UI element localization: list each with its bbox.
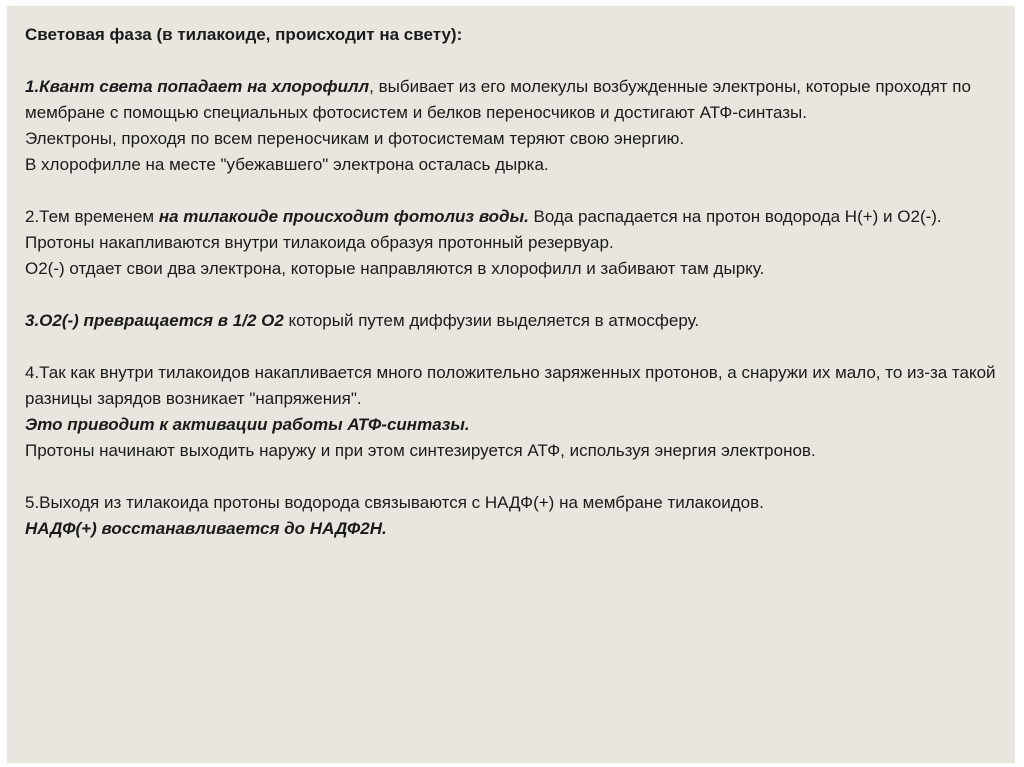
step1-line3: В хлорофилле на месте "убежавшего" электрона осталась дырка.	[25, 155, 549, 174]
step2-emphasis: на тилакоиде происходит фотолиз воды.	[158, 207, 529, 226]
spacer	[25, 178, 1010, 204]
slide-title: Световая фаза (в тилакоиде, происходит на свету):	[25, 25, 463, 44]
step1-text: , выбивает из его молекулы возбужденные электроны, которые проходят по мембране с помощью специальных фотосистем и белков переносчиков и достигают АТФ-синтазы.	[25, 77, 971, 122]
step2-text: Вода распадается на протон водорода H(+) и O2(-).	[528, 207, 942, 226]
step3-text: который путем диффузии выделяется в атмосферу.	[283, 311, 700, 330]
slide	[7, 6, 1015, 763]
spacer	[25, 282, 1010, 308]
step4-emphasis: Это приводит к активации работы АТФ-синтазы.	[25, 415, 470, 434]
step2-start: 2.Тем временем	[25, 207, 159, 226]
step2-line2: Протоны накапливаются внутри тилакоида образуя протонный резервуар.	[25, 233, 614, 252]
step1-line2: Электроны, проходя по всем переносчикам и фотосистемам теряют свою энергию.	[25, 129, 685, 148]
step1-paragraph	[25, 74, 1010, 126]
step4-line3: Протоны начинают выходить наружу и при этом синтезируется АТФ, используя энергия электронов.	[25, 441, 816, 460]
step2-line3: O2(-) отдает свои два электрона, которые направляются в хлорофилл и забивают там дырку.	[25, 259, 765, 278]
step2-paragraph	[25, 204, 1010, 230]
step1-emphasis: 1.Квант света попадает на хлорофилл	[25, 77, 370, 96]
step3-emphasis: 3.O2(-) превращается в 1/2 O2	[25, 311, 284, 330]
step4-paragraph: 4.Так как внутри тилакоидов накапливается много положительно заряженных протонов, а снаружи их мало, то из-за такой разницы зарядов возникает "напряжения".	[25, 363, 996, 408]
spacer	[25, 464, 1010, 490]
step3-paragraph	[25, 308, 1010, 334]
step5-paragraph: 5.Выходя из тилакоида протоны водорода связываются с НАДФ(+) на мембране тилакоидов.	[25, 493, 764, 512]
slide-content	[25, 22, 1010, 542]
step5-emphasis: НАДФ(+) восстанавливается до НАДФ2Н.	[25, 519, 387, 538]
spacer	[25, 48, 1010, 74]
spacer	[25, 334, 1010, 360]
